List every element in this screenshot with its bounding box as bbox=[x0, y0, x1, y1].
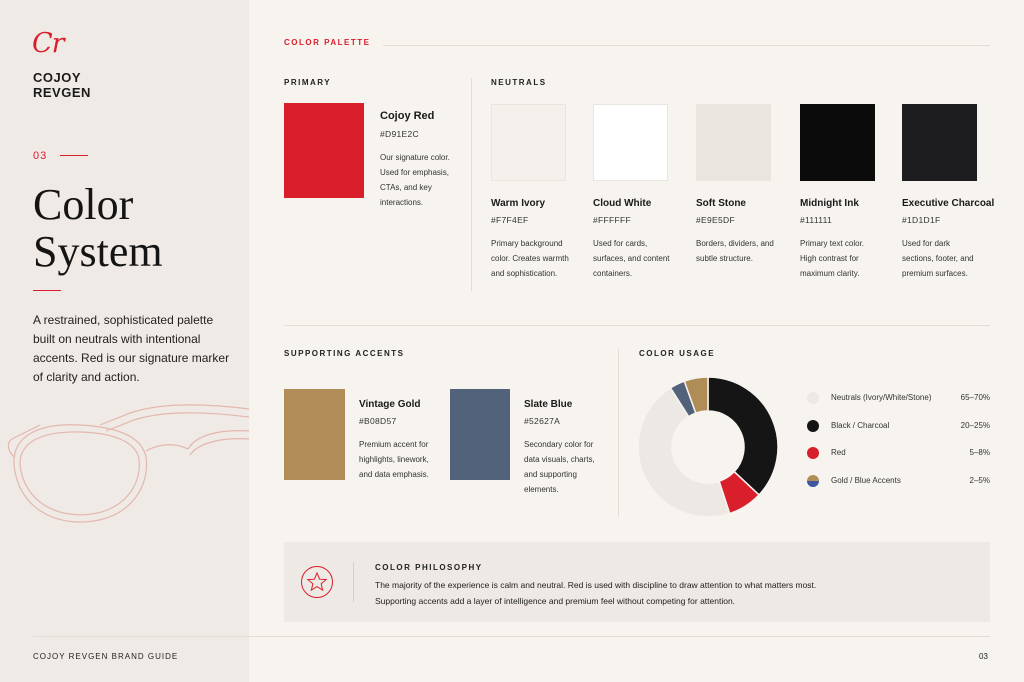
philosophy-line1: The majority of the experience is calm and neutral. Red is used with discipline to draw attention to what matters most. bbox=[375, 580, 817, 590]
neutral-hex: #1D1D1F bbox=[902, 215, 941, 225]
donut-slice-black-charcoal bbox=[708, 377, 778, 495]
legend-label: Red bbox=[831, 448, 846, 457]
philosophy-text bbox=[375, 577, 975, 609]
neutral-name: Cloud White bbox=[593, 198, 652, 209]
legend-row bbox=[807, 447, 990, 459]
page-number: 03 bbox=[979, 652, 988, 661]
section-label: COLOR PALETTE bbox=[284, 38, 371, 47]
legend-row bbox=[807, 392, 990, 404]
title-rule bbox=[33, 290, 61, 291]
neutral-hex: #F7F4EF bbox=[491, 215, 529, 225]
brand-name bbox=[33, 70, 91, 100]
accent-hex: #B08D57 bbox=[359, 416, 397, 426]
neutral-name: Midnight Ink bbox=[800, 198, 859, 209]
footer-rule bbox=[33, 636, 990, 637]
usage-donut-chart bbox=[638, 377, 778, 517]
accent-hex: #52627A bbox=[524, 416, 561, 426]
legend-range: 2–5% bbox=[969, 476, 990, 485]
legend-dot bbox=[807, 420, 819, 432]
accent-desc: Secondary color for data visuals, charts, and supporting elements. bbox=[524, 440, 595, 494]
footer-guide-name: COJOY REVGEN BRAND GUIDE bbox=[33, 652, 179, 661]
accents-label: SUPPORTING ACCENTS bbox=[284, 349, 405, 358]
legend-row bbox=[807, 475, 990, 487]
swatch-midnight-ink bbox=[800, 104, 875, 181]
primary-label: PRIMARY bbox=[284, 78, 332, 87]
swatch-soft-stone bbox=[696, 104, 771, 181]
primary-color-hex: #D91E2C bbox=[380, 129, 419, 139]
accent-name: Vintage Gold bbox=[359, 399, 421, 410]
primary-color-name: Cojoy Red bbox=[380, 110, 435, 122]
philosophy-title: COLOR PHILOSOPHY bbox=[375, 563, 483, 572]
legend-label: Black / Charcoal bbox=[831, 421, 890, 430]
legend-label: Neutrals (Ivory/White/Stone) bbox=[831, 393, 932, 402]
brand-logo: Cr bbox=[32, 28, 64, 59]
swatch-slate-blue bbox=[450, 389, 510, 480]
swatch-cojoy-red bbox=[284, 103, 364, 198]
accent-name: Slate Blue bbox=[524, 399, 573, 410]
header-rule bbox=[383, 45, 990, 46]
neutral-hex: #E9E5DF bbox=[696, 215, 735, 225]
neutral-desc: Borders, dividers, and subtle structure. bbox=[696, 239, 774, 263]
neutral-hex: #FFFFFF bbox=[593, 215, 631, 225]
legend-range: 65–70% bbox=[960, 393, 990, 402]
neutral-hex: #111111 bbox=[800, 215, 833, 225]
page-title-line1: Color bbox=[33, 180, 134, 229]
eyeglasses-illustration bbox=[0, 395, 249, 535]
usage-label: COLOR USAGE bbox=[639, 349, 716, 358]
swatch-vintage-gold bbox=[284, 389, 345, 480]
philosophy-divider bbox=[353, 562, 354, 602]
legend-range: 5–8% bbox=[969, 448, 990, 457]
neutral-desc: Used for dark sections, footer, and premium surfaces. bbox=[902, 239, 974, 278]
page-title bbox=[33, 181, 163, 275]
primary-color-desc: Our signature color. Used for emphasis, CTAs, and key interactions. bbox=[380, 153, 450, 207]
brand-name-line1: COJOY bbox=[33, 70, 82, 85]
primary-neutrals-divider bbox=[471, 78, 472, 291]
page-title-line2: System bbox=[33, 227, 163, 276]
philosophy-line2: Supporting accents add a layer of intelligence and premium feel without competing for attention. bbox=[375, 596, 736, 606]
brand-name-line2: REVGEN bbox=[33, 85, 91, 100]
neutral-desc: Used for cards, surfaces, and content containers. bbox=[593, 239, 670, 278]
star-badge bbox=[301, 566, 333, 598]
neutral-name: Executive Charcoal bbox=[902, 198, 995, 209]
neutral-name: Soft Stone bbox=[696, 198, 746, 209]
swatch-executive-charcoal bbox=[902, 104, 977, 181]
star-icon bbox=[302, 567, 332, 597]
neutral-desc: Primary text color. High contrast for maximum clarity. bbox=[800, 239, 865, 278]
accents-usage-divider bbox=[618, 349, 619, 517]
sidebar bbox=[0, 0, 249, 682]
legend-dot bbox=[807, 475, 819, 487]
philosophy-panel bbox=[284, 542, 990, 622]
neutral-desc: Primary background color. Creates warmth and sophistication. bbox=[491, 239, 569, 278]
swatch-warm-ivory bbox=[491, 104, 566, 181]
legend-dot bbox=[807, 447, 819, 459]
intro-text: A restrained, sophisticated palette built on neutrals with intentional accents. Red is our signature marker of clarity and action. bbox=[33, 313, 230, 384]
legend-label: Gold / Blue Accents bbox=[831, 476, 901, 485]
section-number-rule bbox=[60, 155, 88, 156]
neutrals-label: NEUTRALS bbox=[491, 78, 547, 87]
section-divider bbox=[284, 325, 990, 326]
neutral-name: Warm Ivory bbox=[491, 198, 546, 209]
legend-row bbox=[807, 420, 990, 432]
section-number: 03 bbox=[33, 150, 48, 162]
swatch-cloud-white bbox=[593, 104, 668, 181]
legend-dot bbox=[807, 392, 819, 404]
accent-desc: Premium accent for highlights, linework, and data emphasis. bbox=[359, 440, 429, 479]
legend-range: 20–25% bbox=[960, 421, 990, 430]
